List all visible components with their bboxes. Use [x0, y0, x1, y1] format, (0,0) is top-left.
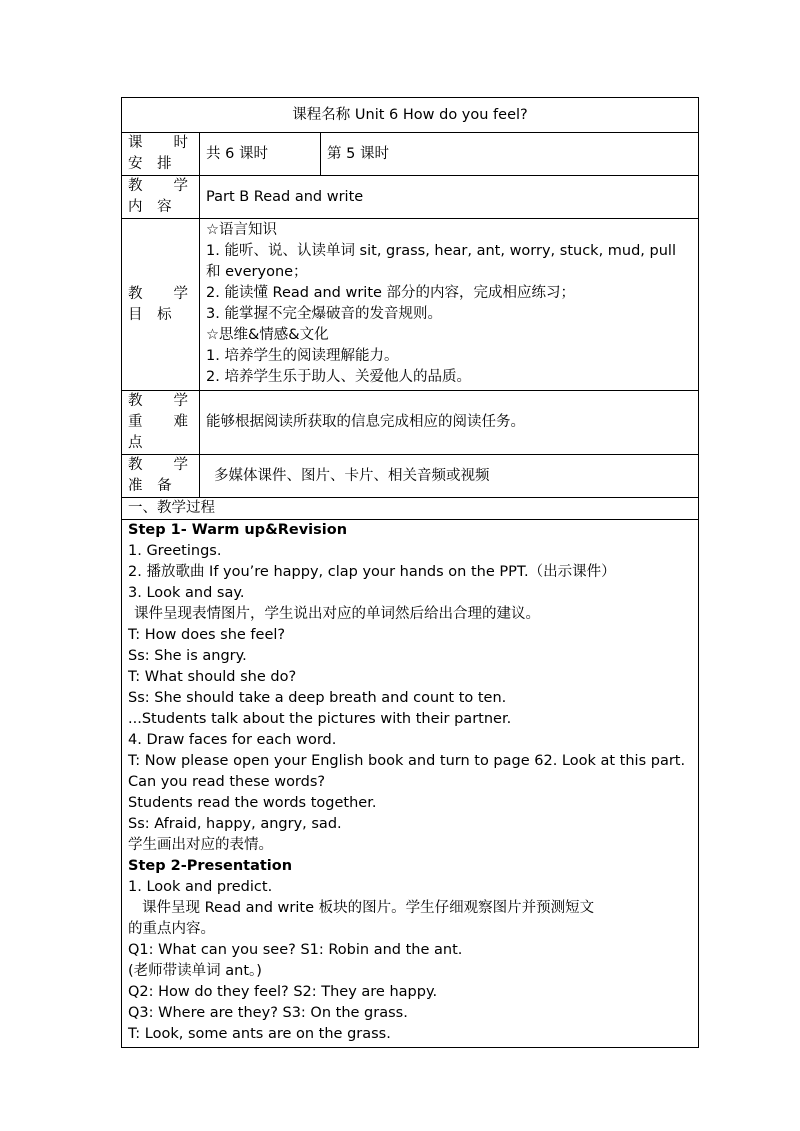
- goal-line: ☆语言知识: [206, 222, 277, 238]
- goal-line: 2. 能读懂 Read and write 部分的内容，完成相应练习；: [206, 285, 576, 301]
- focus-label: 教 学 重 难点: [122, 391, 200, 455]
- step2-line: Q1: What can you see? S1: Robin and the ant.: [128, 942, 463, 958]
- step1-line: 课件呈现表情图片，学生说出对应的单词然后给出合理的建议。: [134, 606, 540, 622]
- goal-line: 2. 培养学生乐于助人、关爱他人的品质。: [206, 369, 471, 385]
- step1-line: T: What should she do?: [128, 669, 297, 685]
- process-row: [122, 520, 699, 1048]
- lesson-plan-table: [121, 97, 699, 1048]
- process-header-row: [122, 498, 699, 520]
- step1-line: ...Students talk about the pictures with their partner.: [128, 711, 512, 727]
- goals-row: [122, 219, 699, 391]
- goals-cell: [200, 219, 699, 391]
- goal-line: 和 everyone；: [206, 264, 308, 280]
- step1-line: T: How does she feel?: [128, 627, 286, 643]
- step2-line: (老师带读单词 ant。): [128, 963, 262, 979]
- process-header: 一、教学过程: [122, 498, 699, 520]
- step1-line: 3. Look and say.: [128, 585, 245, 601]
- goal-line: 1. 能听、说、认读单词 sit, grass, hear, ant, worry, stuck, mud, pull: [206, 243, 676, 259]
- focus-value: 能够根据阅读所获取的信息完成相应的阅读任务。: [200, 391, 699, 455]
- content-row: [122, 176, 699, 219]
- step1-line: Students read the words together.: [128, 795, 377, 811]
- content-value: Part B Read and write: [200, 176, 699, 219]
- step1-line: 4. Draw faces for each word.: [128, 732, 337, 748]
- hours-label: 课 时 安 排: [122, 133, 200, 176]
- process-cell: [122, 520, 699, 1048]
- hours-row: [122, 133, 699, 176]
- step1-line: Ss: She should take a deep breath and count to ten.: [128, 690, 507, 706]
- prep-row: [122, 455, 699, 498]
- title-row: [122, 98, 699, 133]
- step2-line: Q3: Where are they? S3: On the grass.: [128, 1005, 408, 1021]
- step1-line: 2. 播放歌曲 If you’re happy, clap your hands on the PPT.（出示课件）: [128, 564, 616, 580]
- focus-row: [122, 391, 699, 455]
- goal-line: ☆思维&情感&文化: [206, 327, 329, 343]
- step1-line: 1. Greetings.: [128, 543, 222, 559]
- lesson-plan-page: [121, 97, 698, 1048]
- hours-current: 第 5 课时: [321, 133, 699, 176]
- step2-line: 1. Look and predict.: [128, 879, 273, 895]
- goal-line: 1. 培养学生的阅读理解能力。: [206, 348, 399, 364]
- step1-line: Ss: She is angry.: [128, 648, 247, 664]
- prep-value: 多媒体课件、图片、卡片、相关音频或视频: [200, 455, 699, 498]
- prep-label: 教 学 准 备: [122, 455, 200, 498]
- step1-line: Can you read these words?: [128, 774, 326, 790]
- step2-line: T: Look, some ants are on the grass.: [128, 1026, 391, 1042]
- step1-line: 学生画出对应的表情。: [128, 837, 273, 853]
- hours-total: 共 6 课时: [200, 133, 321, 176]
- step1-title: Step 1- Warm up&Revision: [128, 522, 348, 538]
- goals-label: 教 学 目 标: [122, 219, 200, 391]
- step2-line: Q2: How do they feel? S2: They are happy.: [128, 984, 438, 1000]
- step1-line: T: Now please open your English book and turn to page 62. Look at this part.: [128, 753, 686, 769]
- step1-line: Ss: Afraid, happy, angry, sad.: [128, 816, 342, 832]
- content-label: 教 学 内 容: [122, 176, 200, 219]
- course-title: 课程名称 Unit 6 How do you feel?: [122, 98, 699, 133]
- step2-line: 课件呈现 Read and write 板块的图片。学生仔细观察图片并预测短文: [142, 900, 595, 916]
- goal-line: 3. 能掌握不完全爆破音的发音规则。: [206, 306, 442, 322]
- step2-title: Step 2-Presentation: [128, 858, 293, 874]
- step2-line: 的重点内容。: [128, 921, 215, 937]
